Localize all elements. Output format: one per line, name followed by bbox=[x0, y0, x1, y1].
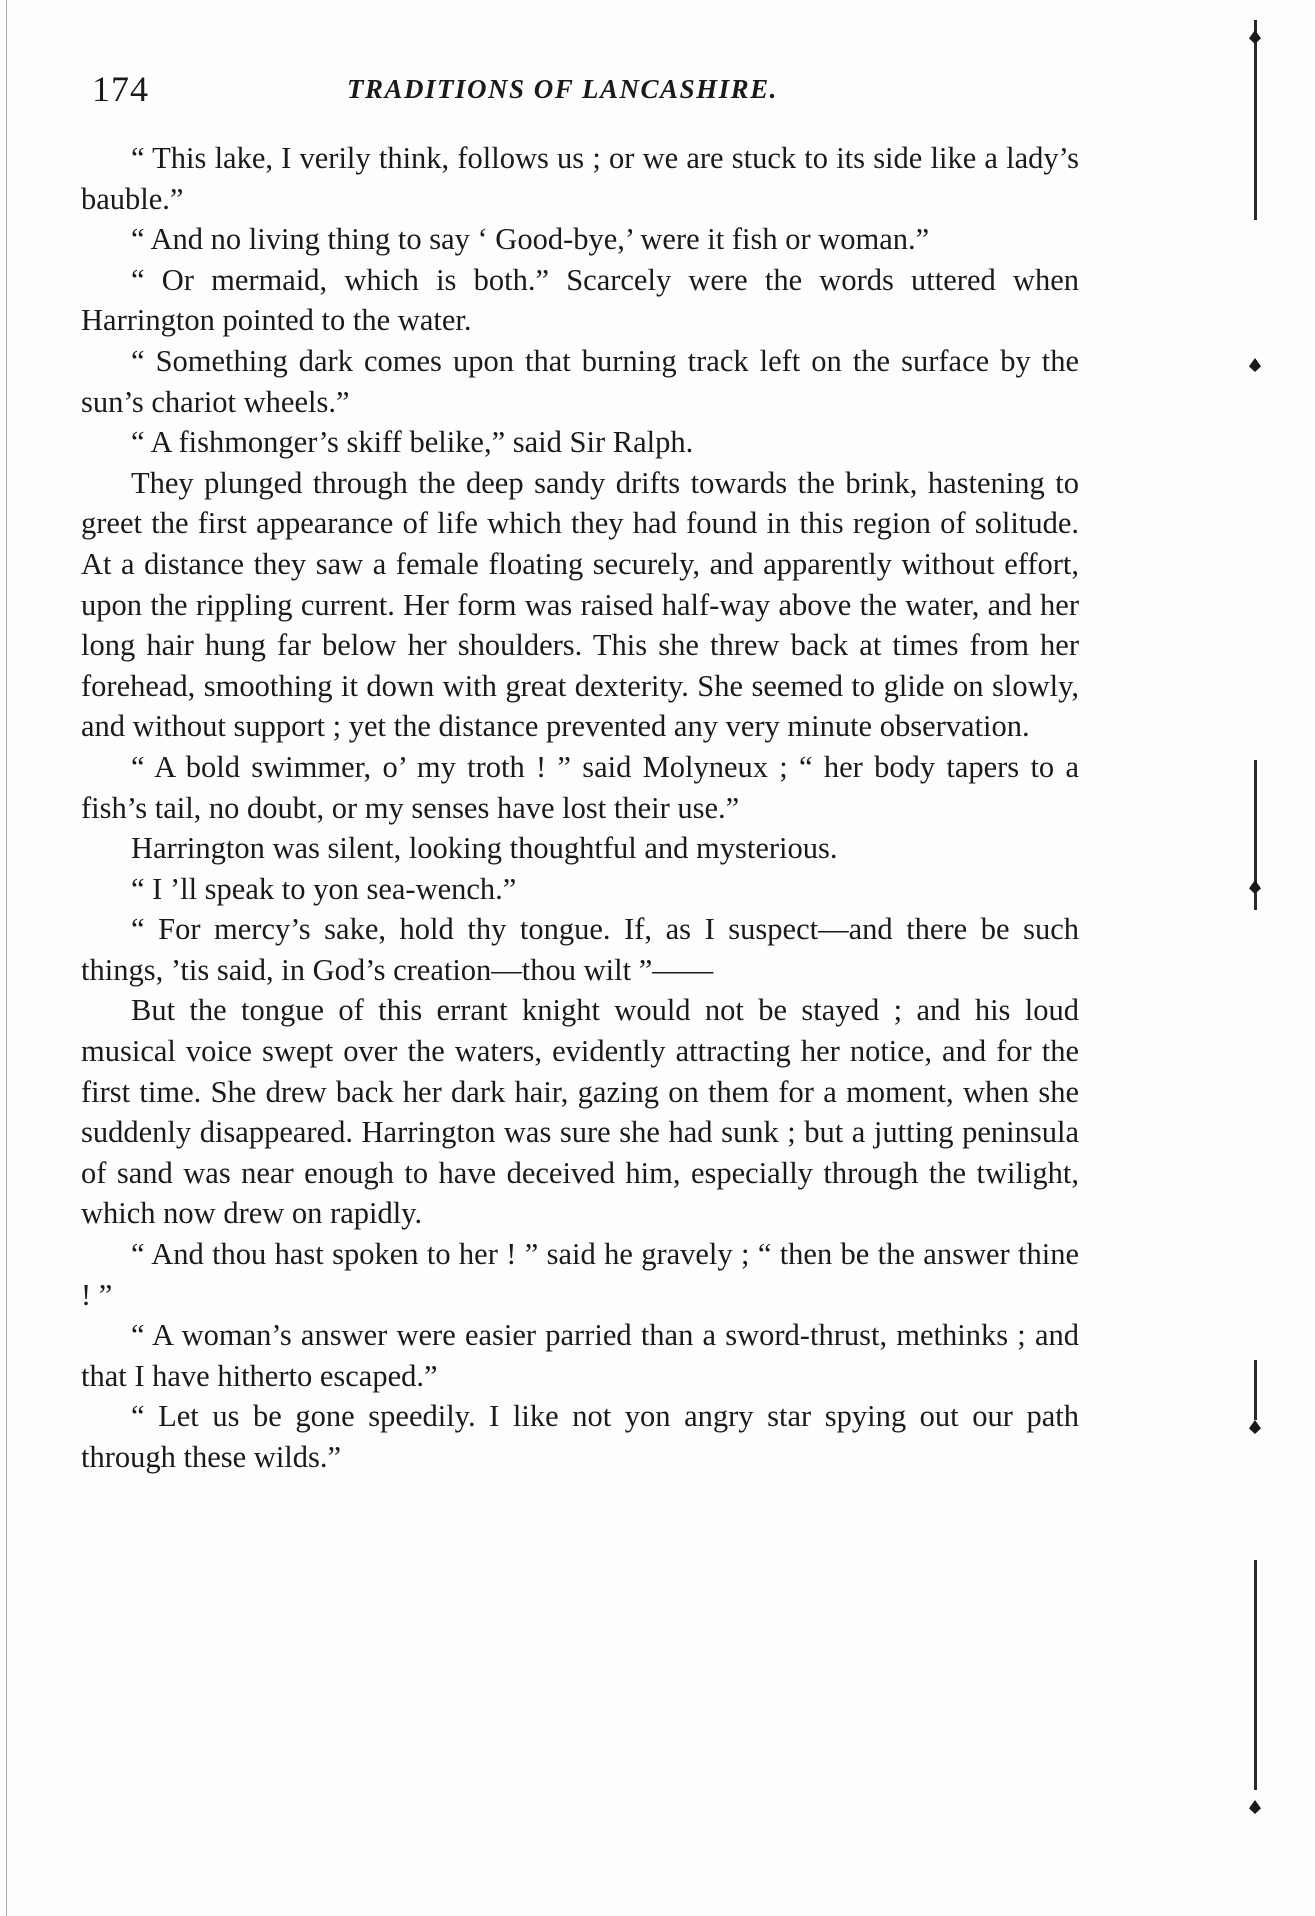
paragraph: They plunged through the deep sandy drifts towards the brink, hastening to greet the first appearance of life which they had found in this region of solitude. At a distance they saw a female floating securely, and apparently without effort, upon the rippling current. Her form was raised half-way above the water, and her long hair hung far below her shoulders. This she threw back at times from her forehead, smoothing it down with great dexterity. She seemed to glide on slowly, and without support ; yet the distance prevented any very minute observation. bbox=[81, 465, 1079, 744]
paragraph: But the tongue of this errant knight would not be stayed ; and his loud musical voice swept over the waters, evidently attracting her notice, and for the first time. She drew back her dark hair, gazing on them for a moment, when she suddenly disappeared. Harrington was sure she had sunk ; but a jutting peninsula of sand was near enough to have deceived him, especially through the twilight, which now drew on rapidly. bbox=[81, 993, 1079, 1231]
paragraph: Harrington was silent, looking thoughtful and mysterious. bbox=[131, 831, 838, 866]
edge-mark bbox=[1249, 358, 1261, 372]
paragraph: “ A fishmonger’s skiff belike,” said Sir Ralph. bbox=[131, 425, 694, 460]
paragraph: “ I ’ll speak to yon sea-wench.” bbox=[131, 871, 517, 906]
edge-segment bbox=[1254, 20, 1257, 220]
paragraph: “ For mercy’s sake, hold thy tongue. If, as I suspect—and there be such things, ’tis said, in God’s creation—thou wilt ”—— bbox=[81, 912, 1079, 987]
page-number: 174 bbox=[92, 69, 149, 109]
edge-mark bbox=[1249, 880, 1261, 894]
page-header bbox=[92, 68, 1082, 112]
paragraph: “ Something dark comes upon that burning track left on the surface by the sun’s chariot wheels.” bbox=[81, 343, 1079, 419]
paragraph: “ This lake, I verily think, follows us ; or we are stuck to its side like a lady’s bauble.” bbox=[81, 141, 1079, 216]
paragraph: “ And no living thing to say ‘ Good-bye,’ were it fish or woman.” bbox=[131, 222, 930, 257]
binding-edge bbox=[6, 0, 7, 1916]
paragraph: “ And thou hast spoken to her ! ” said he gravely ; “ then be the answer thine ! ” bbox=[81, 1237, 1079, 1312]
running-head: TRADITIONS OF LANCASHIRE. bbox=[347, 74, 778, 104]
edge-mark bbox=[1249, 1800, 1261, 1814]
edge-mark bbox=[1249, 1420, 1261, 1434]
edge-segment bbox=[1254, 1360, 1257, 1420]
paragraph: “ A woman’s answer were easier parried than a sword-thrust, methinks ; and that I have hitherto escaped.” bbox=[81, 1318, 1079, 1393]
paragraph: “ Let us be gone speedily. I like not yon angry star spying out our path through these wilds.” bbox=[81, 1399, 1079, 1474]
body-text bbox=[81, 138, 1079, 1478]
edge-mark bbox=[1249, 30, 1261, 44]
edge-segment bbox=[1254, 1560, 1257, 1790]
paragraph: “ Or mermaid, which is both.” Scarcely were the words uttered when Harrington pointed to the water. bbox=[81, 262, 1079, 338]
scan-edge-artifacts bbox=[1254, 0, 1258, 1916]
paragraph: “ A bold swimmer, o’ my troth ! ” said Molyneux ; “ her body tapers to a fish’s tail, no doubt, or my senses have lost their use.” bbox=[81, 749, 1079, 825]
